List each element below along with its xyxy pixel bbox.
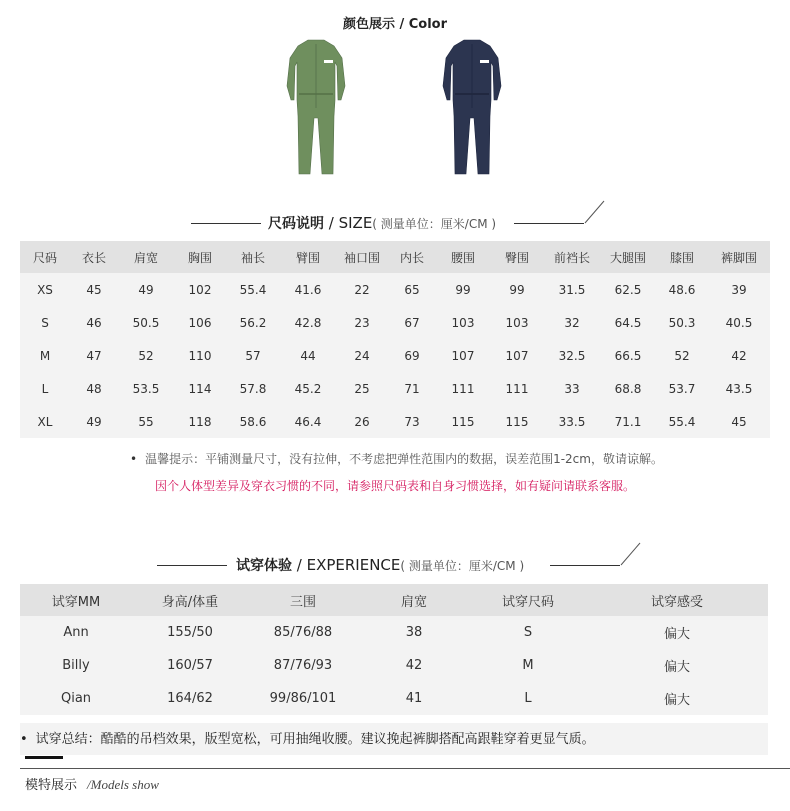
size-cell: 73 [388,405,436,438]
navy-jumpsuit-image [442,38,502,176]
size-cell: 40.5 [708,306,770,339]
size-cell: 49 [118,273,174,306]
heading-rule-left [191,223,261,224]
experience-section-heading [236,554,524,576]
size-cell: 107 [490,339,544,372]
size-cell: 103 [436,306,490,339]
experience-cell: Ann [20,616,132,649]
size-cell: 67 [388,306,436,339]
size-cell: 47 [70,339,118,372]
size-cell: 46.4 [280,405,336,438]
size-cell: 31.5 [544,273,600,306]
experience-cell: 偏大 [586,682,768,715]
experience-cell: L [470,682,586,715]
size-header-cell: 膝围 [656,241,708,273]
size-header-cell: 臂围 [280,241,336,273]
size-cell: 58.6 [226,405,280,438]
experience-cell: 41 [358,682,470,715]
size-cell: 110 [174,339,226,372]
table-row [20,339,770,372]
size-header-cell: 尺码 [20,241,70,273]
size-cell: 24 [336,339,388,372]
experience-cell: 160/57 [132,649,248,682]
size-cell: 52 [118,339,174,372]
slash-decoration-icon [584,200,606,224]
size-cell: 102 [174,273,226,306]
experience-header-cell: 三围 [248,584,358,616]
size-cell: 55 [118,405,174,438]
size-cell: 44 [280,339,336,372]
models-divider [20,768,790,769]
size-cell: 22 [336,273,388,306]
size-table [20,241,770,438]
size-cell: 114 [174,372,226,405]
size-cell: 55.4 [226,273,280,306]
models-section-heading [25,774,159,793]
size-cell: 33.5 [544,405,600,438]
size-cell: 106 [174,306,226,339]
color-section-title: 颜色展示 / Color [342,17,448,32]
experience-cell: M [470,649,586,682]
size-cell: 43.5 [708,372,770,405]
size-cell: 32.5 [544,339,600,372]
size-cell: 115 [490,405,544,438]
size-cell: 45 [708,405,770,438]
size-header-cell: 裤脚围 [708,241,770,273]
size-cell: 32 [544,306,600,339]
size-cell: 62.5 [600,273,656,306]
size-cell: 69 [388,339,436,372]
models-heading-accent [25,756,63,759]
experience-title-cn: 试穿体验 [236,558,292,574]
size-cell: 41.6 [280,273,336,306]
size-unit: ( 测量单位：厘米/CM ) [372,216,497,231]
experience-table-header-row [20,584,768,616]
size-cell: 55.4 [656,405,708,438]
experience-cell: Qian [20,682,132,715]
size-cell: 46 [70,306,118,339]
size-cell: 57 [226,339,280,372]
size-cell: 103 [490,306,544,339]
models-title-cn: 模特展示 [25,778,78,793]
size-title-sep: / [324,214,339,232]
size-cell: 107 [436,339,490,372]
size-cell: 71.1 [600,405,656,438]
size-cell: L [20,372,70,405]
size-cell: 48.6 [656,273,708,306]
size-cell: 65 [388,273,436,306]
size-header-cell: 袖口围 [336,241,388,273]
experience-header-cell: 肩宽 [358,584,470,616]
models-title-en: /Models show [87,777,159,792]
size-cell: 23 [336,306,388,339]
table-row [20,649,768,682]
experience-header-cell: 身高/体重 [132,584,248,616]
size-cell: S [20,306,70,339]
size-warning: 因个人体型差异及穿衣习惯的不同，请参照尺码表和自身习惯选择，如有疑问请联系客服。 [154,479,635,493]
size-cell: 111 [490,372,544,405]
experience-title-sep: / [292,556,307,574]
size-cell: 45 [70,273,118,306]
experience-header-cell: 试穿尺码 [470,584,586,616]
table-row [20,372,770,405]
size-cell: M [20,339,70,372]
size-cell: 33 [544,372,600,405]
table-row [20,682,768,715]
experience-cell: 85/76/88 [248,616,358,649]
size-header-cell: 肩宽 [118,241,174,273]
green-jumpsuit-image [286,38,346,176]
size-cell: 56.2 [226,306,280,339]
size-cell: 45.2 [280,372,336,405]
size-title-en: SIZE [338,214,373,232]
size-cell: 57.8 [226,372,280,405]
size-cell: 66.5 [600,339,656,372]
experience-title-en: EXPERIENCE [306,556,401,574]
size-cell: 53.7 [656,372,708,405]
size-cell: XS [20,273,70,306]
size-header-cell: 大腿围 [600,241,656,273]
size-cell: 42 [708,339,770,372]
table-row [20,616,768,649]
size-cell: 99 [436,273,490,306]
size-cell: XL [20,405,70,438]
heading-rule-right [550,565,620,566]
size-cell: 111 [436,372,490,405]
size-section-heading [268,212,496,234]
heading-rule-right [514,223,584,224]
experience-cell: 164/62 [132,682,248,715]
size-cell: 50.5 [118,306,174,339]
heading-rule-left [157,565,227,566]
size-cell: 115 [436,405,490,438]
size-header-cell: 前裆长 [544,241,600,273]
size-cell: 50.3 [656,306,708,339]
table-row [20,405,770,438]
experience-cell: 99/86/101 [248,682,358,715]
size-cell: 53.5 [118,372,174,405]
experience-cell: 偏大 [586,616,768,649]
measurement-note: • 温馨提示：平铺测量尺寸，没有拉伸，不考虑把弹性范围内的数据，误差范围1-2cm，敬请谅解。 [130,450,663,467]
experience-cell: Billy [20,649,132,682]
size-cell: 39 [708,273,770,306]
experience-cell: 偏大 [586,649,768,682]
size-header-cell: 胸围 [174,241,226,273]
experience-cell: 38 [358,616,470,649]
size-header-cell: 腰围 [436,241,490,273]
size-cell: 71 [388,372,436,405]
experience-table [20,584,768,715]
size-cell: 26 [336,405,388,438]
slash-decoration-icon [620,542,642,566]
experience-unit: ( 测量单位：厘米/CM ) [400,558,525,573]
fitting-summary: • 试穿总结：酷酷的吊档效果，版型宽松，可用抽绳收腰。建议挽起裤脚搭配高跟鞋穿着更显气质。 [20,728,595,747]
size-cell: 64.5 [600,306,656,339]
size-title-cn: 尺码说明 [268,216,324,232]
size-cell: 68.8 [600,372,656,405]
experience-cell: 155/50 [132,616,248,649]
size-cell: 118 [174,405,226,438]
size-header-cell: 内长 [388,241,436,273]
table-row [20,273,770,306]
experience-cell: 42 [358,649,470,682]
size-header-cell: 衣长 [70,241,118,273]
experience-header-cell: 试穿感受 [586,584,768,616]
size-cell: 48 [70,372,118,405]
table-row [20,306,770,339]
experience-cell: S [470,616,586,649]
size-header-cell: 袖长 [226,241,280,273]
size-cell: 52 [656,339,708,372]
size-cell: 25 [336,372,388,405]
size-cell: 42.8 [280,306,336,339]
experience-cell: 87/76/93 [248,649,358,682]
size-cell: 49 [70,405,118,438]
size-table-header-row [20,241,770,273]
experience-header-cell: 试穿MM [20,584,132,616]
size-cell: 99 [490,273,544,306]
size-header-cell: 臀围 [490,241,544,273]
